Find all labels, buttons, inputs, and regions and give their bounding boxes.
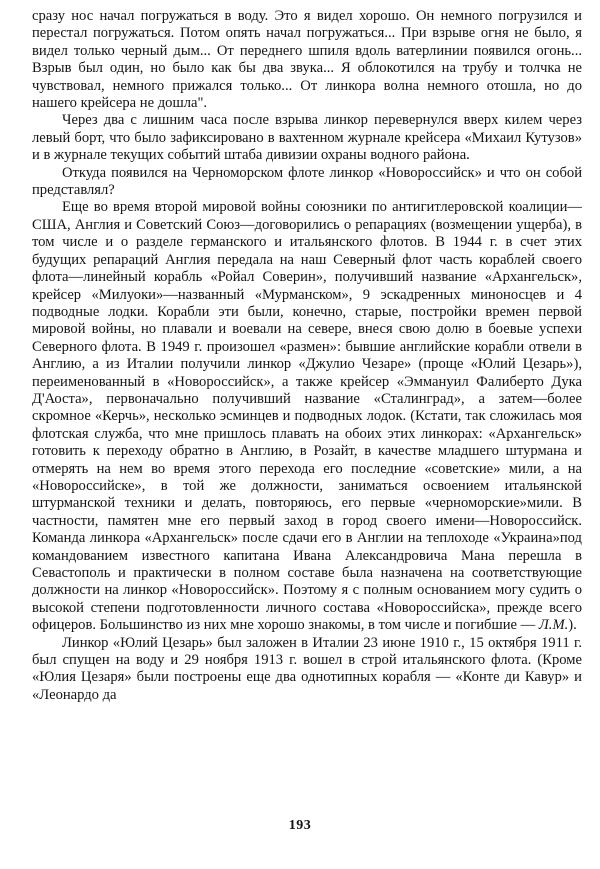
page-body: [32, 8, 582, 704]
paragraph-text: Откуда появился на Черноморском флоте линкор «Новороссийск» и что он собой представлял?: [32, 164, 582, 199]
paragraph-text: Линкор «Юлий Цезарь» был заложен в Италии 23 июне 1910 г., 15 октября 1911 г. был спущен на воду и 29 ноября 1913 г. вошел в строй итальянского флота. (Кроме «Юлия Цезаря» были построены еще два однотипных корабля — «Конте ди Кавур» и «Леонардо да: [32, 634, 582, 703]
paragraph-giulio-cesare: [32, 635, 582, 705]
closing-parenthesis: ).: [568, 617, 577, 634]
paragraph-eyewitness-quote: [32, 8, 582, 112]
paragraph-capsizing: [32, 112, 582, 164]
paragraph-text: Через два с лишним часа после взрыва линкор перевернулся вверх килем через левый борт, что было зафиксировано в вахтенном журнале крейсера «Михаил Кутузов» и в журнале текущих событий штаба дивизии охраны водного района.: [32, 112, 582, 164]
paragraph-question: [32, 165, 582, 200]
paragraph-text: сразу нос начал погружаться в воду. Это я видел хорошо. Он немного погрузился и перестал погружаться. Потом опять начал погружаться... При взрыве огня не было, я видел только черный дым... От переднего шпиля вдоль ватерлинии появился огонь... Взрыв был один, но было как бы два звука... Я облокотился на трубу и толчка не чувствовал, немного прижался только... От линкора волна немного отошла, но до нашего крейсера не дошла".: [32, 8, 582, 112]
page-number: 193: [288, 818, 312, 833]
paragraph-text: Еще во время второй мировой войны союзники по антигитлеровской коалиции—США, Англия и Советский Союз—договорились о репарациях (возмещении ущерба), в том числе и о разделе германского и итальянского флотов. В 1944 г. в счет этих будущих репараций Англия передала на наш Северный флот часть кораблей своего флота—линейный корабль «Ройал Соверин», получивший название «Архангельск», крейсер «Милуоки»—названный «Мурманском», 9 эскадренных миноносцев и 4 подводные лодки. Корабли эти были, конечно, старые, постройки времен первой мировой войны, но плавали и воевали на севере, внеся свою долю в боевые успехи Северного флота. В 1949 г. произошел «размен»: бывшие английские корабли отвели в Англию, а из Италии получили линкор «Джулио Чезаре» (проще «Юлий Цезарь»), переименованный в «Новороссийск», а также крейсер «Эммануил Фалиберто Дука Д'Аоста», первоначально получивший название «Сталинград», а затем—более скромное «Керчь», несколько эсминцев и подводных лодок. (Кстати, так сложилась моя флотская служба, что мне пришлось плавать на обоих этих линкорах: «Архангельск» готовить к переходу обратно в Англию, в Розайт, в качестве младшего штурмана и отмерять на нем во время этого перехода его последние «советские» мили, а на «Новороссийске», в той же должности, заниматься освоением итальянской штурманской техники и делать, повторяюсь, его первые «черноморские»мили. В частности, памятен мне его первый заход в город своего имени—Новороссийск. Команда линкора «Архангельск» после сдачи его в Англии на теплоходе «Украина»под командованием известного капитана Ивана Александровича Мана перешла в Севастополь и практически в полном составе была назначена на соответствующие должности на линкор «Новороссийск». Поэтому я с полным основанием могу судить о высокой степени подготовленности личного состава «Новороссийска», прежде всего офицеров. Большинство из них мне хорошо знакомы, в том числе и погибшие —: [32, 199, 582, 634]
paragraph-reparations: [32, 199, 582, 634]
author-initials: Л.М.: [538, 617, 569, 634]
